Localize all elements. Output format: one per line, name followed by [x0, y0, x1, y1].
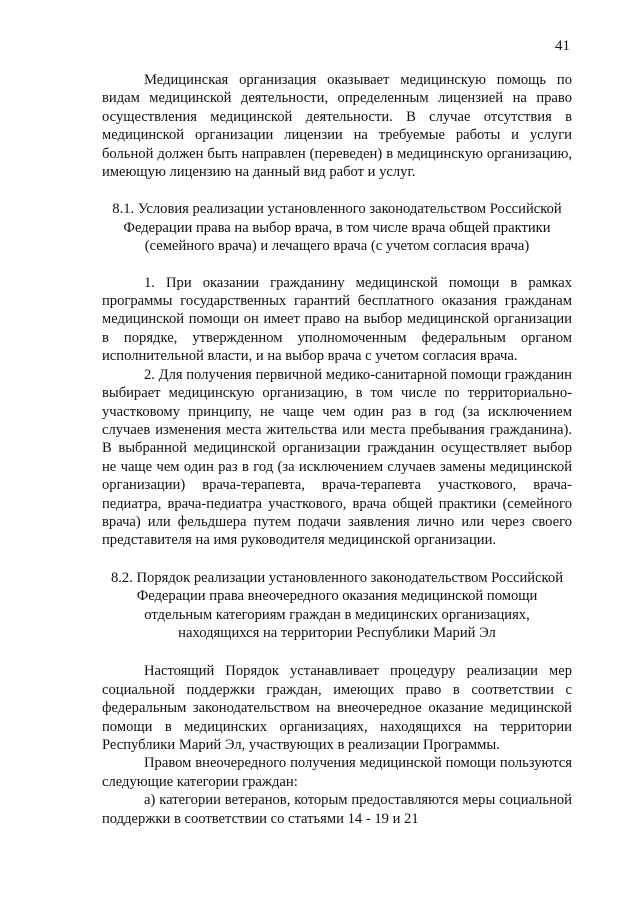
section-8-2-paragraph-2: Правом внеочередного получения медицинской помощи пользуются следующие категории граждан:	[102, 755, 572, 790]
page-body	[102, 71, 572, 828]
section-8-2-heading: 8.2. Порядок реализации установленного законодательством Российской Федерации права внеочередного оказания медицинской помощи отдельным категориям граждан в медицинских организациях, находящихся на территории Республики Марий Эл	[110, 569, 564, 641]
section-8-2-item-a: а) категории ветеранов, которым предоставляются меры социальной поддержки в соответствии со статьями 14 - 19 и 21	[102, 792, 572, 827]
section-8-1-heading: 8.1. Условия реализации установленного законодательством Российской Федерации права на выбор врача, в том числе врача общей практики (семейного врача) и лечащего врача (с учетом согласия врача)	[112, 201, 562, 255]
section-8-2-paragraph-1: Настоящий Порядок устанавливает процедуру реализации мер социальной поддержки граждан, имеющих право в соответствии с федеральным законодательством на внеочередное оказание медицинской помощи в медицинских организациях, находящихся на территории Республики Марий Эл, участвующих в реализации Программы.	[102, 663, 572, 753]
section-8-1-item-1: 1. При оказании гражданину медицинской помощи в рамках программы государственных гарантий бесплатного оказания гражданам медицинской помощи он имеет право на выбор медицинской организации в порядке, утвержденном уполномоченным федеральным органом исполнительной власти, и на выбор врача с учетом согласия врача.	[102, 274, 572, 365]
section-8-1-item-2: 2. Для получения первичной медико-санитарной помощи гражданин выбирает медицинскую организацию, в том числе по территориально-участковому принципу, не чаще чем один раз в год (за исключением случаев изменения места жительства или места пребывания гражданина). В выбранной медицинской организации гражданин осуществляет выбор не чаще чем один раз в год (за исключением случаев замены медицинской организации) врача-терапевта, врача-терапевта участкового, врача-педиатра, врача-педиатра участкового, врача общей практики (семейного врача) или фельдшера путем подачи заявления лично или через своего представителя на имя руководителя медицинской организации.	[102, 366, 572, 549]
intro-paragraph: Медицинская организация оказывает медицинскую помощь по видам медицинской деятельности, определенным лицензией на право осуществления медицинской деятельности. В случае отсутствия в медицинской организации лицензии на требуемые работы и услуги больной должен быть направлен (переведен) в медицинскую организацию, имеющую лицензию на данный вид работ и услуг.	[102, 72, 572, 181]
page-number: 41	[555, 38, 570, 54]
